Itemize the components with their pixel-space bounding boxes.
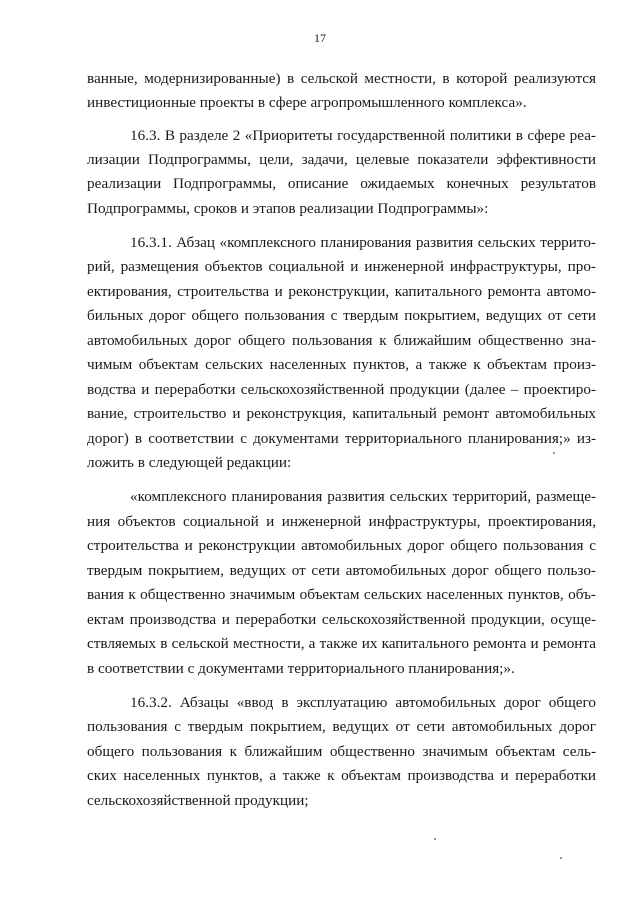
text-line: рий, размещения объектов социальной и инженерной инфраструктуры, про- xyxy=(87,258,596,275)
text-line: инвестиционные проекты в сфере агропромышленного комплекса». xyxy=(87,94,527,111)
text-line: ектам производства и переработки сельскохозяйственной продукции, осуще- xyxy=(87,611,596,628)
scan-speck xyxy=(553,452,555,454)
page-number: 17 xyxy=(314,31,326,45)
text-line: Подпрограммы, сроков и этапов реализации Подпрограммы»: xyxy=(87,200,489,217)
text-line: ских населенных пунктов, а также к объектам производства и переработки xyxy=(87,767,596,784)
text-line: ложить в следующей редакции: xyxy=(87,454,292,471)
text-line: ствляемых в сельской местности, а также их капитального ремонта и ремонта xyxy=(87,635,596,652)
text-line: ния объектов социальной и инженерной инфраструктуры, проектирования, xyxy=(87,513,596,530)
scan-speck xyxy=(434,838,436,840)
text-line: водства и переработки сельскохозяйственной продукции (далее – проектиро- xyxy=(87,381,596,398)
text-line: 16.3.2. Абзацы «ввод в эксплуатацию автомобильных дорог общего xyxy=(130,694,596,711)
text-line: 16.3. В разделе 2 «Приоритеты государственной политики в сфере реа- xyxy=(130,127,596,144)
text-line: лизации Подпрограммы, цели, задачи, целевые показатели эффективности xyxy=(87,151,596,168)
text-line: в соответствии с документами территориального планирования;». xyxy=(87,660,515,677)
text-line: автомобильных дорог общего пользования к ближайшим общественно зна- xyxy=(87,332,596,349)
text-line: «комплексного планирования развития сельских территорий, размеще- xyxy=(130,488,596,505)
text-line: реализации Подпрограммы, описание ожидаемых конечных результатов xyxy=(87,175,596,192)
scan-speck xyxy=(560,857,562,859)
text-line: бильных дорог общего пользования с твердым покрытием, ведущих от сети xyxy=(87,307,596,324)
text-line: строительства и реконструкции автомобильных дорог общего пользования с xyxy=(87,537,596,554)
text-line: общего пользования к ближайшим общественно значимым объектам сель- xyxy=(87,743,596,760)
text-line: чимым объектам сельских населенных пунктов, а также к объектам произ- xyxy=(87,356,596,373)
text-line: 16.3.1. Абзац «комплексного планирования развития сельских террито- xyxy=(130,234,596,251)
text-line: ектирования, строительства и реконструкции, капитального ремонта автомо- xyxy=(87,283,596,300)
text-line: ванные, модернизированные) в сельской местности, в которой реализуются xyxy=(87,70,596,87)
text-line: вание, строительство и реконструкция, капитальный ремонт автомобильных xyxy=(87,405,596,422)
text-line: сельскохозяйственной продукции; xyxy=(87,792,309,809)
text-line: вания к общественно значимым объектам сельских населенных пунктов, объ- xyxy=(87,586,596,603)
text-line: пользования с твердым покрытием, ведущих от сети автомобильных дорог xyxy=(87,718,596,735)
text-line: дорог) в соответствии с документами территориального планирования;» из- xyxy=(87,430,596,447)
text-line: твердым покрытием, ведущих от сети автомобильных дорог общего пользо- xyxy=(87,562,596,579)
